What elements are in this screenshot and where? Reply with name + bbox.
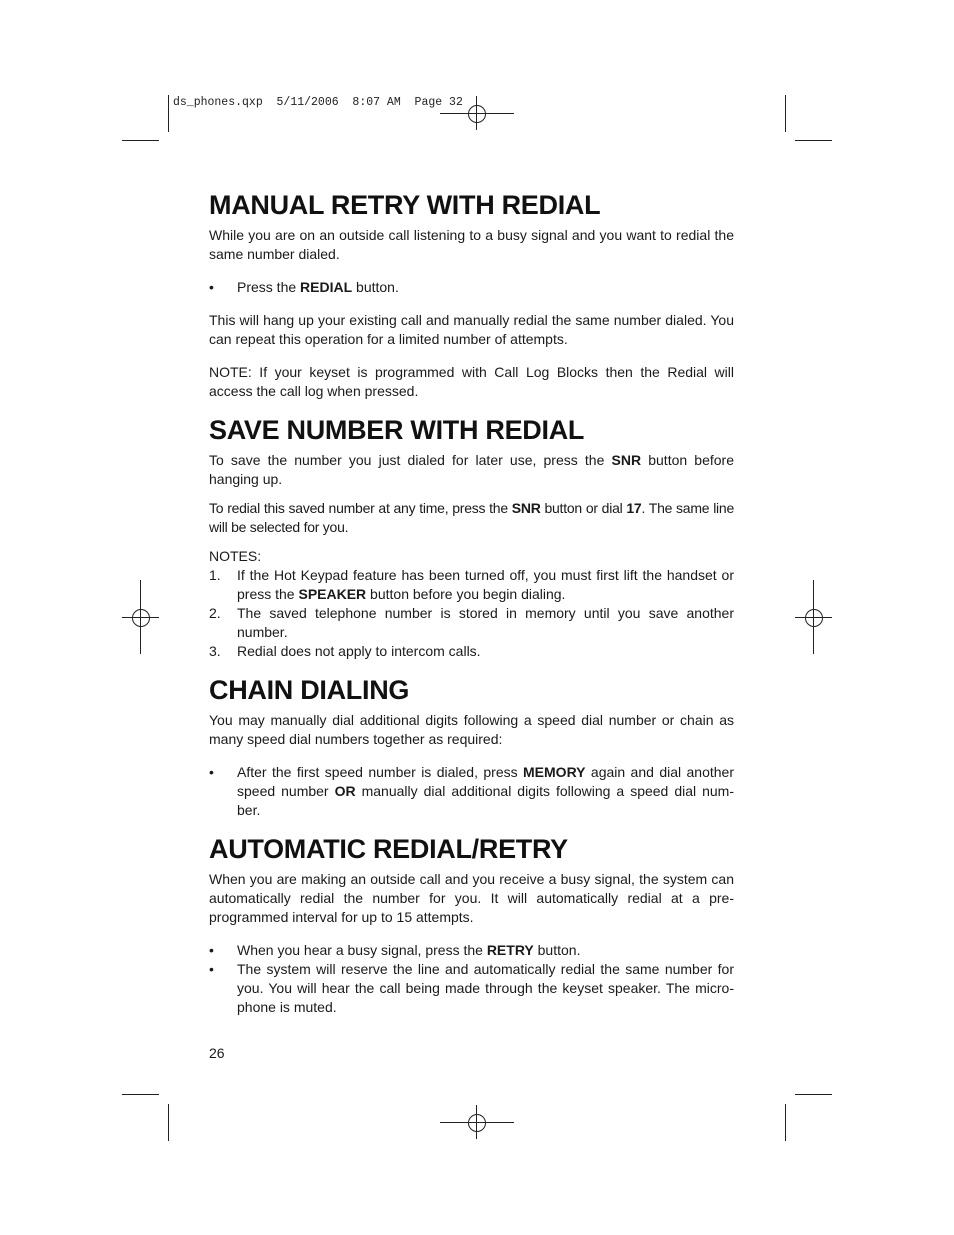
list-item: • When you hear a busy signal, press the RETRY button. [209,942,581,958]
crop-mark [785,1104,786,1141]
list-item: 2. The saved telephone number is stored in memory until you save another number. [209,605,734,640]
paragraph: To save the number you just dialed for later use, press the SNR button before hanging up. [209,452,734,487]
paragraph: You may manually dial additional digits following a speed dial number or chain as many speed dial numbers together as required: [209,712,734,747]
paragraph: While you are on an outside call listening to a busy signal and you want to redial the same number dialed. [209,227,734,262]
notes-label: NOTES: [209,548,262,564]
heading-automatic-redial: AUTOMATIC REDIAL/RETRY [209,834,568,864]
note-paragraph: NOTE: If your keyset is programmed with Call Log Blocks then the Redial will access the call log when pressed. [209,364,734,399]
bullet-marker: • [209,961,214,977]
bullet-list [209,941,734,1017]
bullet-marker: • [209,279,214,295]
bullet-marker: • [209,764,214,780]
bullet-list [209,278,734,297]
heading-manual-retry: MANUAL RETRY WITH REDIAL [209,190,601,220]
list-item: • After the first speed number is dialed, press MEMORY again and dial another speed number OR manually dial additional digits following a speed dial num-ber. [209,764,734,818]
button-name: REDIAL [300,279,353,295]
page-number: 26 [209,1045,225,1061]
paragraph: To redial this saved number at any time, press the SNR button or dial 17. The same line will be selected for you. [209,500,734,535]
bullet-marker: • [209,942,214,958]
paragraph: When you are making an outside call and you receive a busy signal, the system can automatically redial the number for you. It will automatically redial at a pre-programmed interval for up to 15 attempts. [209,871,734,925]
list-item: • Press the REDIAL button. [209,279,399,295]
crop-mark [168,1104,169,1141]
list-item: • The system will reserve the line and automatically redial the same number for you. You will hear the call being made through the keyset speaker. The micro-phone is muted. [209,961,734,1015]
heading-save-number: SAVE NUMBER WITH REDIAL [209,415,585,445]
page-content [209,190,734,1017]
print-slug: ds_phones.qxp 5/11/2006 8:07 AM Page 32 [173,96,463,109]
crop-mark [168,95,169,132]
heading-chain-dialing: CHAIN DIALING [209,675,410,705]
crop-mark [795,140,832,141]
crop-mark [785,95,786,132]
list-item: 3. Redial does not apply to intercom calls. [209,643,481,659]
crop-mark [122,140,159,141]
numbered-list [209,566,734,661]
list-item: 1. If the Hot Keypad feature has been turned off, you must first lift the handset or press the SPEAKER button before you begin dialing. [209,567,734,602]
bullet-list [209,763,734,820]
paragraph: This will hang up your existing call and manually redial the same number dialed. You can repeat this operation for a limited number of attempts. [209,312,734,347]
crop-mark [795,1094,832,1095]
crop-mark [122,1094,159,1095]
